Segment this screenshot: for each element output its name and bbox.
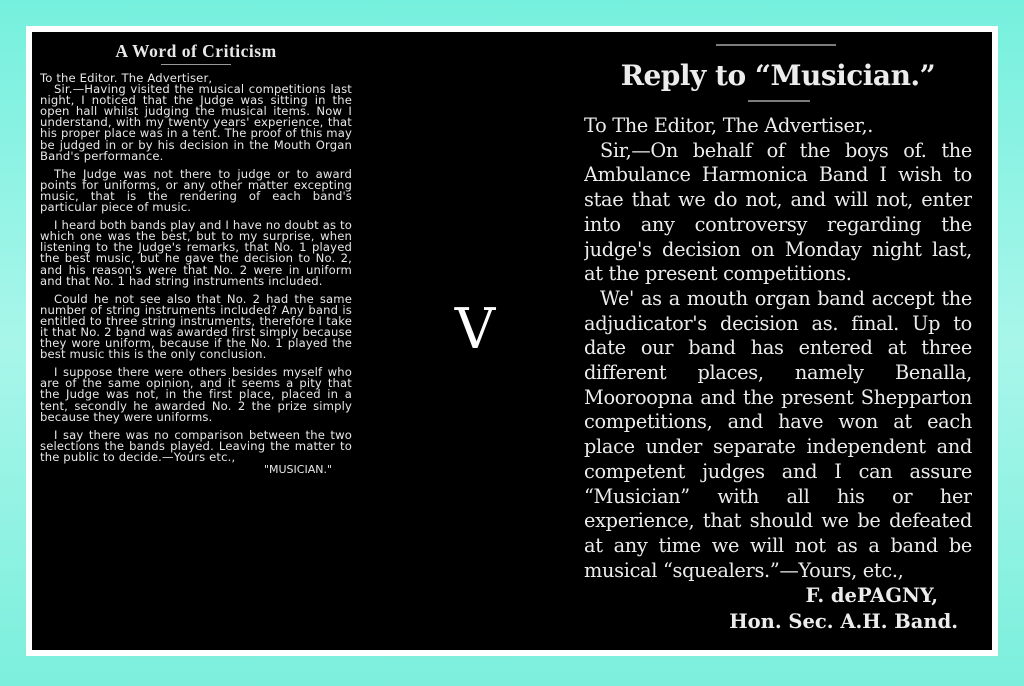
- right-top-rule: [716, 44, 836, 46]
- left-letter-title: A Word of Criticism: [115, 41, 277, 61]
- versus-label: V: [454, 297, 496, 362]
- left-letter-salutation: To the Editor. The Advertiser,: [40, 71, 213, 85]
- left-paragraph: I say there was no comparison between the two selections the bands played. Leaving the matter to the public to decide.—Yours etc.,: [40, 427, 352, 464]
- left-paragraph: I suppose there were others besides myself who are of the same opinion, and it seems a pity that the Judge was not, in the first place, placed in a tent, secondly he awarded No. 2 the prize simply because they were uniforms.: [40, 365, 352, 424]
- left-title-rule: [161, 64, 231, 65]
- right-title-rule: [748, 100, 810, 102]
- left-paragraph: I heard both bands play and I have no doubt as to which one was the best, but to my surprise, when listening to the Judge's remarks, that No. 1 played the best music, but he gave the decision to No. 2, and his reason's were that No. 2 were in uniform and that No. 1 had string instruments included.: [40, 218, 352, 288]
- right-letter-salutation: To The Editor, The Advertiser,.: [584, 114, 874, 137]
- left-letter: [40, 30, 352, 650]
- left-paragraph: Sir.—Having visited the musical competitions last night, I noticed that the Judge was sitting in the open hall whilst judging the musical items. Now I understand, with my twenty years' experience, that his proper place was in a tent. The proof of this may be judged in or by his decision in the Mouth Organ Band's performance.: [40, 82, 352, 163]
- right-letter-title: Reply to “Musician.”: [620, 59, 936, 92]
- right-letter: [584, 38, 972, 650]
- left-paragraph: The Judge was not there to judge or to award points for uniforms, or any other matter excepting music, that is the rendering of each band's particular piece of music.: [40, 166, 352, 215]
- right-signature-name: F. dePAGNY,: [805, 584, 938, 608]
- left-letter-signature: "MUSICIAN.": [263, 463, 332, 476]
- left-paragraph: Could he not see also that No. 2 had the same number of string instruments included? Any band is entitled to three string instruments, therefore I take it that No. 2 band was awarded first simply because they wore uniform, because if the No. 1 played the best music this is the only conclusion.: [40, 291, 352, 362]
- right-signature-title: Hon. Sec. A.H. Band.: [729, 610, 958, 634]
- right-paragraph: We' as a mouth organ band accept the adjudicator's decision as. final. Up to date our band has entered at three different places, namely Benalla, Mooroopna and the present Shepparton competitions, and have won at each place under separate independent and competent judges and I can assure “Musician” with all his or her experience, that should we be defeated at any time we will not as a band be musical “squealers.”—Yours, etc.,: [584, 286, 972, 582]
- right-paragraph: Sir,—On behalf of the boys of. the Ambulance Harmonica Band I wish to stae that we do not, and will not, enter into any controversy regarding the judge's decision on Monday night last, at the present competitions.: [584, 138, 972, 286]
